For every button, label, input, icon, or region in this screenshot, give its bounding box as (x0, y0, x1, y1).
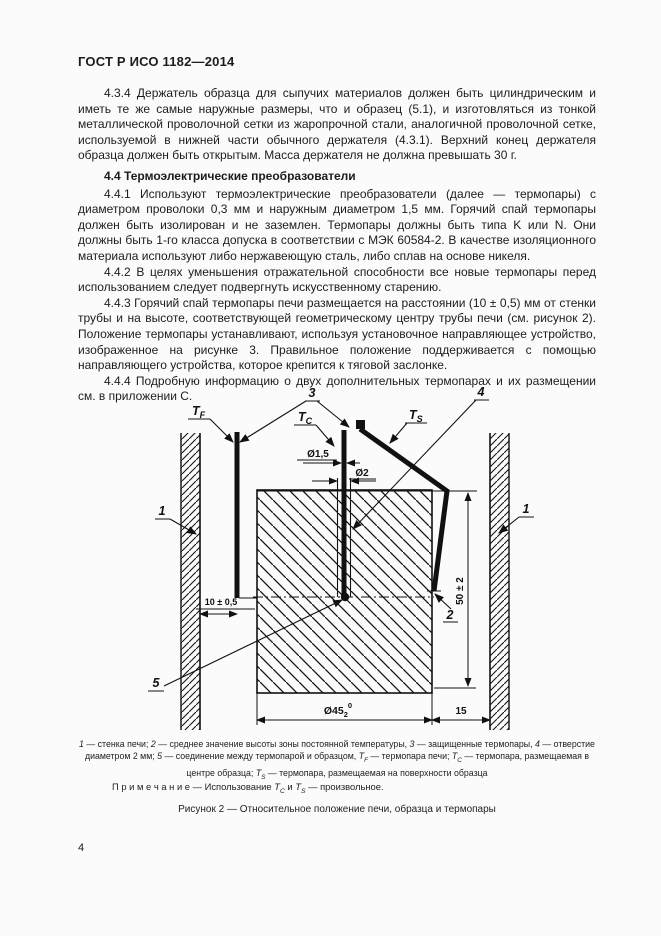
document-title: ГОСТ Р ИСО 1182—2014 (78, 54, 235, 69)
legend-segment: S (261, 773, 266, 781)
page-number: 4 (78, 842, 85, 854)
thermocouple-specimen-junction (341, 593, 349, 601)
legend-segment: П р и м е ч а н и е — Использование (112, 781, 275, 792)
figure-caption: Рисунок 2 — Относительное положение печи, образца и термопары (178, 804, 496, 815)
furnace-wall-left (181, 433, 200, 730)
legend-segment: — соединение между термопарой и образцом, (162, 751, 359, 761)
svg-text:1: 1 (522, 502, 530, 516)
dimension-gap-label: 15 (455, 706, 467, 717)
paragraph-4-4-3: 4.4.3 Горячий спай термопары печи размещается на расстоянии (10 ± 0,5) мм от стенки трубы и на высоте, соответствующей геометрическому центру трубы печи (см. рисунок 2). Положение термопары устанавливают, используя установочное направляющее устройство, изображенное на рисунке 3. Правильное положение поддерживается с помощью направляющего устройства, которое крепится к тяговой заслонке. (78, 295, 596, 373)
legend-segment: T (295, 781, 301, 792)
dimension-2-label: Ø2 (355, 468, 369, 479)
legend-segment: — среднее значение высоты зоны постоянной температуры, (155, 739, 410, 749)
legend-segment: C (279, 787, 285, 795)
paragraph-4-3-4: 4.3.4 Держатель образца для сыпучих материалов должен быть цилиндрическим и иметь те же самые наружные размеры, что и образец (5.1), и изготовляться из тонкой металлической проволочной сетки из жаропрочной стали, аналогичной проволочной сетке, используемой в нижней части обычного держателя (4.3.1). Верхний конец держателя образца должен быть открытым. Масса держателя не должна превышать 30 г. (78, 86, 596, 163)
callout-ts (390, 408, 427, 443)
svg-text:1: 1 (158, 504, 166, 518)
legend-segment: — отверстие диаметром 2 мм; (84, 739, 595, 761)
heading-4-4: 4.4 Термоэлектрические преобразователи (104, 168, 356, 183)
legend-segment: T (451, 751, 458, 761)
paragraph-4-4-4: 4.4.4 Подробную информацию о двух дополнительных термопарах и их размещении см. в приложении С. (78, 373, 596, 404)
svg-text:2: 2 (446, 608, 454, 622)
bottom-dimensions (257, 693, 490, 725)
legend-segment: T (274, 781, 280, 792)
label-tc: $T_C$ (298, 410, 313, 426)
dimension-50-label: 50 ± 2 (455, 577, 466, 605)
svg-text:5: 5 (152, 676, 160, 690)
dimension-1p5-label: Ø1,5 (307, 449, 329, 460)
dimension-1p5 (297, 449, 360, 463)
svg-text:3: 3 (308, 386, 316, 400)
figure-legend (78, 738, 596, 784)
legend-segment: и (284, 781, 296, 792)
figure-note (112, 781, 582, 795)
legend-segment: T (358, 751, 365, 761)
legend-segment: — произвольное. (305, 781, 384, 792)
paragraph-4-4-2: 4.4.2 В целях уменьшения отражательной способности все новые термопары перед использованием следует подвергнуть искусственному старению. (78, 264, 596, 295)
callout-3 (240, 386, 349, 442)
label-ts: $T_S$ (409, 408, 423, 424)
legend-segment: 5 (157, 751, 163, 761)
legend-segment: T (255, 767, 262, 778)
legend-segment: S (301, 787, 306, 795)
legend-segment: 1 (79, 739, 84, 749)
label-tf: $T_F$ (192, 404, 206, 420)
svg-text:4: 4 (477, 385, 485, 399)
body-text-block (78, 86, 596, 405)
paragraph-4-4-1: 4.4.1 Используют термоэлектрические преобразователи (далее — термопары) с диаметром проволоки 0,3 мм и наружным диаметром 1,5 мм. Горячий спай термопары должен быть изолирован и не заземлен. Термопары должны быть типа K или N. Они должны быть 1-го класса допуска в соответствии с МЭК 60584-2. В качестве изоляционного материала используют либо нержавеющую сталь, либо сплав на основе никеля. (78, 186, 596, 263)
legend-segment: — термопара печи; (367, 751, 452, 761)
legend-segment: — защищенные термопары, (414, 739, 536, 749)
dimension-10-label: 10 ± 0,5 (204, 597, 238, 607)
callout-tc (294, 410, 334, 446)
legend-segment: — стенка печи; (83, 739, 151, 749)
legend-segment: — термопара, размещаемая на поверхности образца (265, 767, 488, 778)
legend-segment: C (457, 756, 462, 764)
legend-segment: 3 (409, 739, 415, 749)
dimension-45-label: $Ø45_2^0$ (323, 701, 353, 719)
legend-segment: 2 (150, 739, 156, 749)
legend-segment: F (364, 756, 368, 764)
legend-segment: — термопара, размещаемая в центре образца; (186, 751, 590, 778)
legend-segment: 4 (535, 739, 540, 749)
figure-2-diagram (0, 383, 661, 735)
furnace-wall-right (490, 433, 509, 730)
dimension-10 (196, 597, 255, 614)
